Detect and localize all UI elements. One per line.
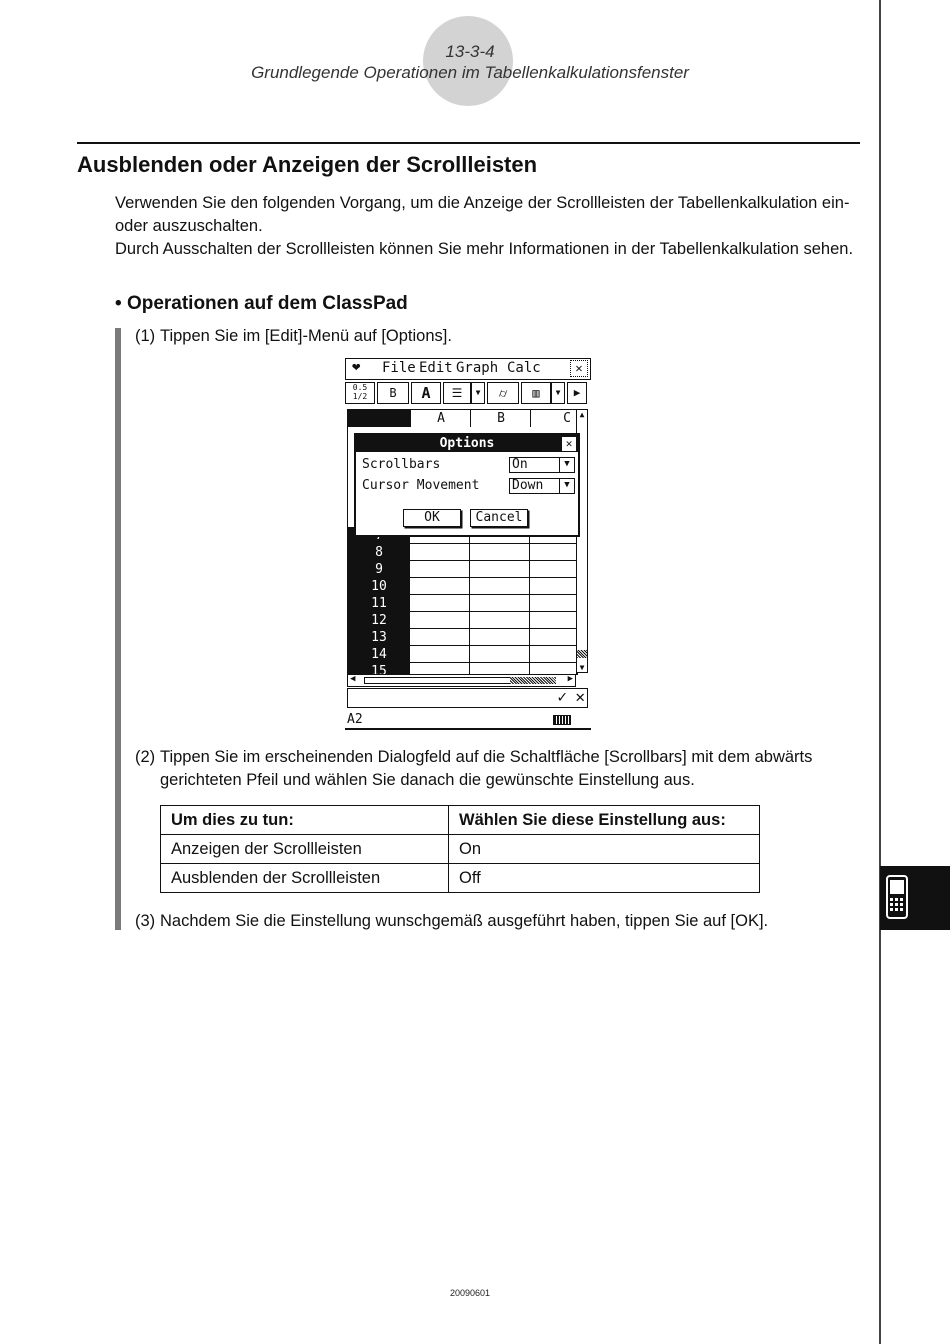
dialog-title-text: Options — [439, 436, 495, 451]
menu-calc[interactable]: Calc — [507, 360, 541, 376]
settings-table — [160, 805, 760, 893]
row-header[interactable]: 8 — [348, 544, 410, 561]
table-cell: On — [449, 835, 760, 864]
cancel-button[interactable]: Cancel — [470, 509, 528, 527]
toolbar — [345, 382, 591, 406]
column-header-c[interactable]: C — [530, 410, 577, 427]
status-bar — [345, 710, 591, 730]
close-icon[interactable]: ✕ — [561, 436, 577, 452]
scrollbar-thumb[interactable] — [577, 650, 587, 658]
view-icon[interactable]: ⌭ — [487, 382, 519, 404]
step-2 — [135, 746, 865, 792]
row-header[interactable]: 9 — [348, 561, 410, 578]
fraction-toggle-button[interactable]: 0.5 1/2 — [345, 382, 375, 404]
spreadsheet-cell[interactable] — [530, 612, 577, 629]
dialog-title — [356, 435, 578, 452]
chapter-side-tab — [880, 866, 950, 930]
spreadsheet-cell[interactable] — [530, 544, 577, 561]
chevron-down-icon[interactable]: ▼ — [559, 458, 574, 472]
spreadsheet-cell[interactable] — [470, 561, 530, 578]
row-header[interactable]: 14 — [348, 646, 410, 663]
table-header-cell: Wählen Sie diese Einstellung aus: — [449, 806, 760, 835]
step-1-text: Tippen Sie im [Edit]-Menü auf [Options]. — [160, 327, 452, 345]
scrollbar-track — [364, 677, 512, 684]
spreadsheet-cell[interactable] — [470, 595, 530, 612]
table-header-row — [161, 806, 760, 835]
row-header[interactable]: 13 — [348, 629, 410, 646]
scroll-up-icon[interactable]: ▲ — [579, 410, 585, 419]
scrollbars-select[interactable] — [509, 457, 575, 473]
close-icon[interactable]: ✕ — [575, 687, 585, 706]
spreadsheet-cell[interactable] — [410, 544, 470, 561]
spreadsheet-cell[interactable] — [530, 578, 577, 595]
calculator-icon — [880, 866, 950, 930]
table-cell: Ausblenden der Scrollleisten — [161, 864, 449, 893]
battery-icon — [553, 715, 571, 725]
toolbar-next-icon[interactable]: ▶ — [567, 382, 587, 404]
scroll-right-icon[interactable]: ▶ — [567, 674, 573, 684]
graph-dropdown-icon[interactable]: ▼ — [551, 382, 565, 404]
menu-graph[interactable]: Graph — [456, 360, 499, 376]
table-cell: Anzeigen der Scrollleisten — [161, 835, 449, 864]
table-cell: Off — [449, 864, 760, 893]
spreadsheet-cell[interactable] — [470, 646, 530, 663]
table-header-cell: Um dies zu tun: — [161, 806, 449, 835]
table-row — [161, 864, 760, 893]
step-1 — [135, 325, 865, 348]
align-dropdown-icon[interactable]: ▼ — [471, 382, 485, 404]
spreadsheet-cell[interactable] — [410, 629, 470, 646]
column-header-a[interactable]: A — [410, 410, 471, 427]
menu-edit[interactable]: Edit — [419, 360, 453, 376]
scrollbar-thumb[interactable] — [510, 677, 556, 684]
chevron-down-icon[interactable]: ❤ — [352, 359, 361, 375]
spreadsheet-cell[interactable] — [530, 595, 577, 612]
right-margin-rule — [879, 0, 881, 1344]
spreadsheet-cell[interactable] — [470, 544, 530, 561]
spreadsheet-cell[interactable] — [410, 612, 470, 629]
spreadsheet-cell[interactable] — [470, 612, 530, 629]
spreadsheet-cell[interactable] — [470, 578, 530, 595]
chapter-title: Grundlegende Operationen im Tabellenkalkulationsfenster — [251, 63, 689, 82]
cursor-movement-select-value: Down — [512, 478, 544, 493]
status-cell-ref: A2 — [347, 712, 363, 727]
classpad-screen — [345, 358, 591, 731]
page-number: 13-3-4 — [445, 42, 495, 61]
horizontal-scrollbar[interactable] — [347, 674, 576, 687]
spreadsheet-cell[interactable] — [410, 578, 470, 595]
row-header[interactable]: 11 — [348, 595, 410, 612]
spreadsheet-cell[interactable] — [530, 629, 577, 646]
check-icon[interactable]: ✓ — [557, 687, 567, 706]
entry-line[interactable] — [347, 688, 588, 708]
corner-cell — [348, 410, 410, 427]
menu-bar — [345, 358, 591, 380]
font-button[interactable]: A — [411, 382, 441, 404]
step-3 — [135, 910, 865, 933]
menu-file[interactable]: File — [382, 360, 416, 376]
sub-heading: • Operationen auf dem ClassPad — [115, 293, 408, 314]
align-icon[interactable]: ☰ — [443, 382, 471, 404]
scrollbars-label: Scrollbars — [362, 457, 441, 472]
chevron-down-icon[interactable]: ▼ — [559, 479, 574, 493]
step-3-text: Nachdem Sie die Einstellung wunschgemäß ausgeführt haben, tippen Sie auf [OK]. — [160, 912, 769, 930]
ok-button[interactable]: OK — [403, 509, 461, 527]
step-2-number: (2) — [135, 748, 156, 766]
bold-button[interactable]: B — [377, 382, 409, 404]
close-icon[interactable]: ✕ — [570, 360, 588, 377]
title-rule — [77, 142, 860, 144]
footer-code: 20090601 — [449, 1288, 491, 1298]
sub-heading-text: Operationen auf dem ClassPad — [126, 293, 408, 314]
intro-paragraph-2: Durch Ausschalten der Scrollleisten können Sie mehr Informationen in der Tabellenkalkulation sehen. — [115, 240, 854, 258]
row-header[interactable]: 15 — [348, 663, 410, 675]
cursor-movement-select[interactable] — [509, 478, 575, 494]
column-header-b[interactable]: B — [470, 410, 531, 427]
graph-icon[interactable]: ▥ — [521, 382, 551, 404]
table-row — [161, 835, 760, 864]
step-1-number: (1) — [135, 327, 156, 345]
spreadsheet-cell[interactable] — [530, 561, 577, 578]
options-dialog — [354, 433, 580, 537]
section-title: Ausblenden oder Anzeigen der Scrollleisten — [77, 152, 538, 177]
spreadsheet-cell[interactable] — [410, 561, 470, 578]
spreadsheet-cell[interactable] — [470, 629, 530, 646]
step-2-text: Tippen Sie im erscheinenden Dialogfeld auf die Schaltfläche [Scrollbars] mit dem abwärts gerichteten Pfeil und wählen Sie danach die gewünschte Einstellung aus. — [160, 748, 813, 789]
spreadsheet-cell[interactable] — [530, 646, 577, 663]
row-header[interactable]: 10 — [348, 578, 410, 595]
spreadsheet-cell[interactable] — [410, 646, 470, 663]
intro-paragraph-1: Verwenden Sie den folgenden Vorgang, um die Anzeige der Scrollleisten der Tabellenkalkulation ein- oder auszuschalten. — [115, 194, 850, 235]
cursor-movement-label: Cursor Movement — [362, 478, 480, 493]
scroll-left-icon[interactable]: ◀ — [350, 674, 356, 684]
scrollbars-select-value: On — [512, 457, 528, 472]
row-header[interactable]: 12 — [348, 612, 410, 629]
spreadsheet-cell[interactable] — [410, 595, 470, 612]
scroll-down-icon[interactable]: ▼ — [579, 663, 585, 672]
step-3-number: (3) — [135, 912, 156, 930]
procedure-bar — [115, 328, 121, 930]
